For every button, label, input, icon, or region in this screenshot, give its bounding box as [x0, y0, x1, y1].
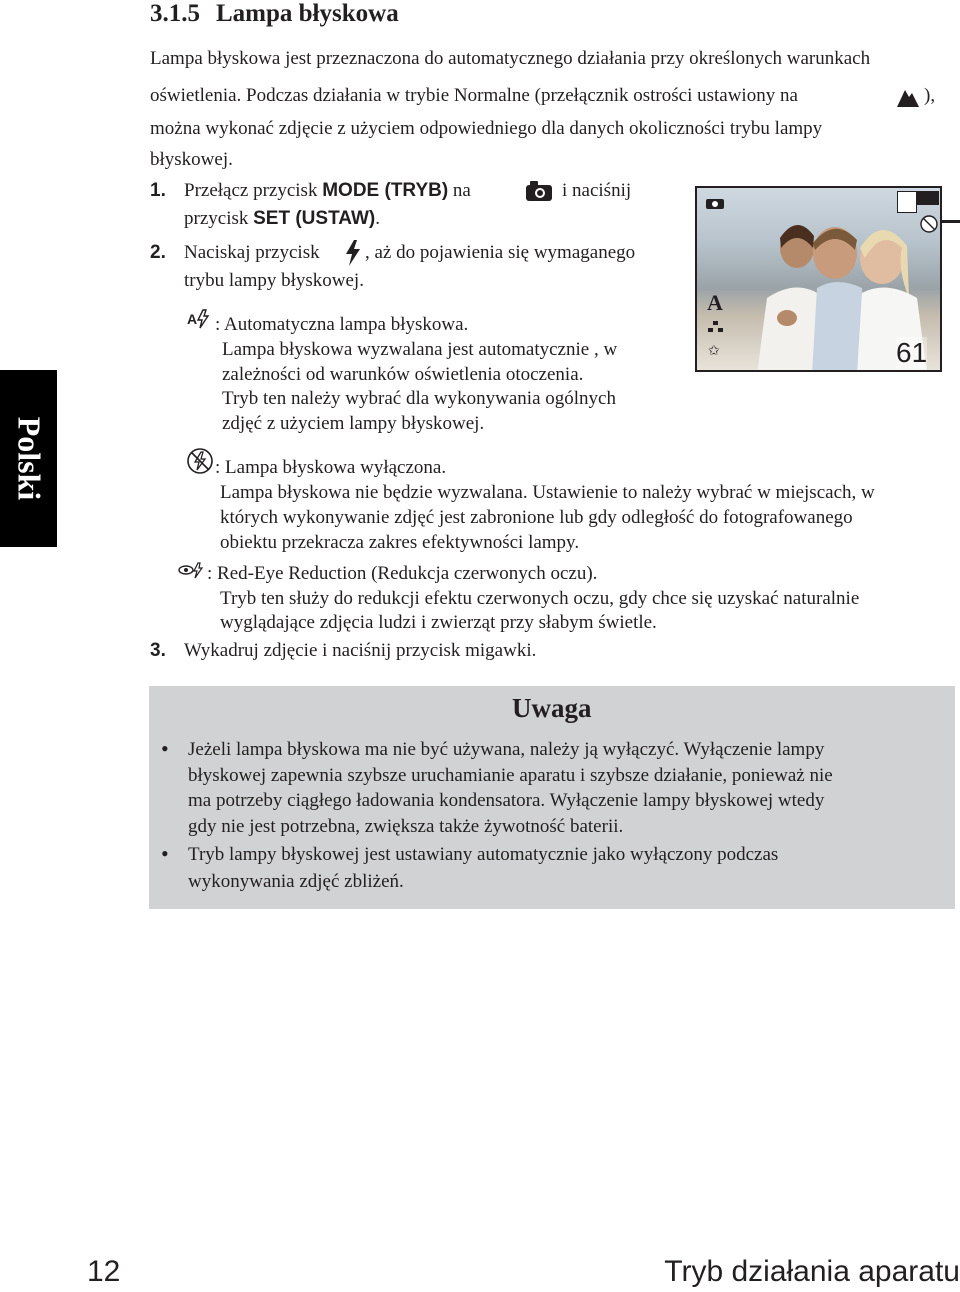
- step2-text-b: , aż do pojawienia się wymaganego: [365, 242, 636, 263]
- flash-off-icon: [186, 447, 214, 475]
- screen-flash-off-icon: [919, 214, 939, 234]
- step1-text-d: i naciśnij: [562, 180, 632, 201]
- note-bullet-2-line-1: Tryb lampy błyskowej jest ustawiany automatycznie jako wyłączony podczas: [188, 844, 779, 865]
- note-title: Uwaga: [512, 693, 592, 723]
- flash-icon: [342, 238, 364, 268]
- note-box: [149, 686, 955, 909]
- auto-flash-icon: [187, 308, 213, 330]
- off-line-2: Lampa błyskowa nie będzie wyzwalana. Ustawienie to należy wybrać w miejscach, w: [220, 482, 875, 503]
- step1-text-c: na: [448, 180, 471, 201]
- off-line-3: których wykonywanie zdjęć jest zabronione lub gdy odległość do fotografowanego: [220, 507, 853, 528]
- memory-card-icon: [897, 191, 917, 213]
- camera-lcd-preview: [695, 186, 942, 372]
- star-icon: ✩: [708, 344, 720, 359]
- shots-remaining: 61: [896, 337, 928, 368]
- step2-text-a: Naciskaj przycisk: [184, 242, 320, 263]
- note-bullet-1-line-3: ma potrzeby ciągłego ładowania kondensatora. Wyłączenie lampy błyskowej wtedy: [188, 790, 825, 811]
- note-bullet-1-marker: •: [161, 736, 169, 761]
- off-line-1: : Lampa błyskowa wyłączona.: [215, 457, 447, 478]
- step1-text-a: Przełącz przycisk: [184, 180, 323, 201]
- step3-text: Wykadruj zdjęcie i naciśnij przycisk migawki.: [184, 640, 537, 661]
- red-eye-icon: [178, 561, 204, 581]
- intro-line-1: Lampa błyskowa jest przeznaczona do automatycznego działania przy określonych warunkach: [150, 48, 871, 69]
- note-bullet-1-line-4: gdy nie jest potrzebna, zwiększa także żywotność baterii.: [188, 816, 624, 837]
- redeye-line-3: wyglądające zdjęcia ludzi i zwierząt przy słabym świetle.: [220, 612, 657, 633]
- step2-number: 2.: [150, 242, 166, 263]
- auto-line-5: zdjęć z użyciem lampy błyskowej.: [222, 413, 485, 434]
- redeye-line-1: : Red-Eye Reduction (Redukcja czerwonych oczu).: [207, 563, 598, 584]
- redeye-line-2: Tryb ten służy do redukcji efektu czerwonych oczu, gdy chce się uzyskać naturalnie: [220, 588, 860, 609]
- intro-line-2: oświetlenia. Podczas działania w trybie Normalne (przełącznik ostrości ustawiony na: [150, 85, 798, 106]
- step1-text-g: .: [375, 208, 380, 229]
- mountain-icon: [896, 84, 920, 108]
- off-line-4: obiektu przekracza zakres efektywności lampy.: [220, 532, 580, 553]
- step1-line-1: [184, 179, 471, 203]
- note-bullet-2-marker: •: [161, 841, 169, 866]
- quality-icon: [707, 320, 725, 334]
- step1-text-e: przycisk: [184, 208, 254, 229]
- intro-line-4: błyskowej.: [150, 149, 233, 170]
- section-number: 3.1.5: [150, 0, 200, 27]
- step1-set-label: SET (USTAW): [253, 208, 376, 229]
- screen-mode-letter: A: [707, 290, 723, 315]
- step1-mode-label: MODE (TRYB): [322, 180, 449, 201]
- svg-text:A: A: [187, 311, 198, 327]
- auto-line-1: : Automatyczna lampa błyskowa.: [215, 314, 469, 335]
- note-bullet-1-line-2: błyskowej zapewnia szybsze uruchamianie aparatu i szybsze działanie, ponieważ nie: [188, 765, 833, 786]
- battery-icon: [917, 191, 939, 205]
- auto-line-4: Tryb ten należy wybrać dla wykonywania ogólnych: [222, 388, 616, 409]
- note-bullet-1-line-1: Jeżeli lampa błyskowa ma nie być używana, należy ją wyłączyć. Wyłączenie lampy: [188, 739, 825, 760]
- pointer-line: [940, 220, 960, 223]
- intro-line-2-end: ),: [924, 85, 936, 106]
- section-title: Lampa błyskowa: [216, 0, 399, 27]
- page-number: 12: [87, 1255, 121, 1288]
- auto-line-3: zależności od warunków oświetlenia otoczenia.: [222, 364, 584, 385]
- footer-title: Tryb działania aparatu: [664, 1255, 960, 1288]
- step1-line-2: [184, 207, 380, 231]
- section-heading: [150, 0, 399, 28]
- step1-number: 1.: [150, 180, 166, 201]
- camera-mode-icon: [524, 179, 554, 203]
- step3-number: 3.: [150, 640, 166, 661]
- auto-line-2: Lampa błyskowa wyzwalana jest automatycznie , w: [222, 339, 618, 360]
- intro-line-3: można wykonać zdjęcie z użyciem odpowiedniego dla danych okoliczności trybu lampy: [150, 118, 823, 139]
- camera-mode-indicator-icon: [705, 196, 725, 210]
- step2-text-c: trybu lampy błyskowej.: [184, 270, 364, 291]
- language-tab-label: Polski: [11, 416, 48, 501]
- note-bullet-2-line-2: wykonywania zdjęć zbliżeń.: [188, 871, 404, 892]
- language-tab: [0, 370, 57, 547]
